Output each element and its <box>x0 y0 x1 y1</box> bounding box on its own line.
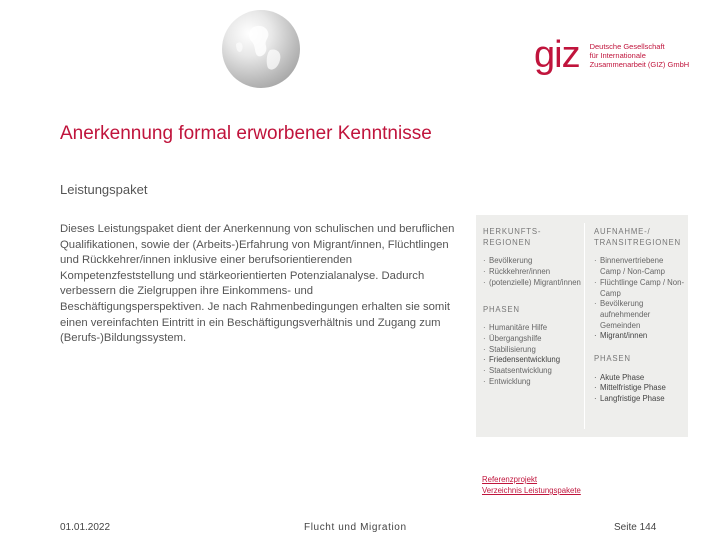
origin-regions-heading: HERKUNFTS-REGIONEN <box>483 227 542 247</box>
list-item: · Bevölkerung aufnehmender Gemeinden <box>594 299 686 331</box>
list-item: · Übergangshilfe <box>483 334 583 345</box>
logo-mark: giz <box>534 34 580 76</box>
reference-project-link[interactable]: Referenzprojekt <box>482 475 538 484</box>
footer-date: 01.01.2022 <box>60 522 111 533</box>
origin-phases-list <box>483 323 583 387</box>
footer-topic: Flucht und Migration <box>304 522 407 533</box>
logo-text <box>590 42 690 69</box>
list-item: · (potenzielle) Migrant/innen <box>483 278 583 289</box>
list-item: · Flüchtlinge Camp / Non-Camp <box>594 278 686 299</box>
logo-line: Zusammenarbeit (GIZ) GmbH <box>589 60 690 69</box>
list-item: · Humanitäre Hilfe <box>483 323 583 334</box>
panel-divider <box>584 223 585 429</box>
list-item: · Staatsentwicklung <box>483 366 583 377</box>
list-item: · Stabilisierung <box>483 345 583 356</box>
list-item-highlighted: · Mittelfristige Phase <box>594 383 686 394</box>
host-regions-column <box>594 227 686 405</box>
list-item: · Bevölkerung <box>483 256 583 267</box>
list-item-highlighted: · Akute Phase <box>594 373 686 384</box>
list-item: · Entwicklung <box>483 377 583 388</box>
origin-regions-column <box>483 227 583 387</box>
host-regions-heading: AUFNAHME-/ TRANSITREGIONEN <box>594 227 681 247</box>
giz-logo <box>534 34 690 76</box>
origin-phases-heading: PHASEN <box>483 304 520 314</box>
page-subtitle: Leistungspaket <box>60 182 148 197</box>
host-phases-list <box>594 373 686 405</box>
list-item-highlighted: · Langfristige Phase <box>594 394 686 405</box>
globe-image <box>222 10 300 88</box>
description-text: Dieses Leistungspaket dient der Anerkennung von schulischen und beruflichen Qualifikationen, sowie der (Arbeits-)Erfahrung von Migrant/innen, Flüchtlingen und Rückkehrer/innen inklusive einer berufsorientierenden Kompetenzfeststellung und stärkeorientierten Potenzialanalyse. Dadurch verbessern die Zielgruppen ihre Einkommens- und Beschäftigungsperspektiven. Je nach Rahmenbedingungen erhalten sie somit einen vereinfachten Eintritt in ein Beschäftigungsverhältnis und Zugang zum (Berufs-)Bildungssystem. <box>60 223 455 345</box>
logo-line: Deutsche Gesellschaft <box>589 42 665 51</box>
host-regions-list <box>594 256 686 342</box>
list-item-highlighted: · Friedensentwicklung <box>483 355 583 366</box>
list-item-highlighted: · Migrant/innen <box>594 331 686 342</box>
regions-panel <box>476 215 688 437</box>
page-title: Anerkennung formal erworbener Kenntnisse <box>60 123 432 144</box>
logo-line: für Internationale <box>589 51 646 60</box>
links-block <box>482 474 581 496</box>
footer-page-number: Seite 144 <box>614 522 657 533</box>
origin-regions-list <box>483 256 583 288</box>
list-item: · Binnenvertriebene Camp / Non-Camp <box>594 256 686 277</box>
host-phases-heading: PHASEN <box>594 354 631 364</box>
list-item: · Rückkehrer/innen <box>483 267 583 278</box>
package-directory-link[interactable]: Verzeichnis Leistungspakete <box>482 486 581 495</box>
